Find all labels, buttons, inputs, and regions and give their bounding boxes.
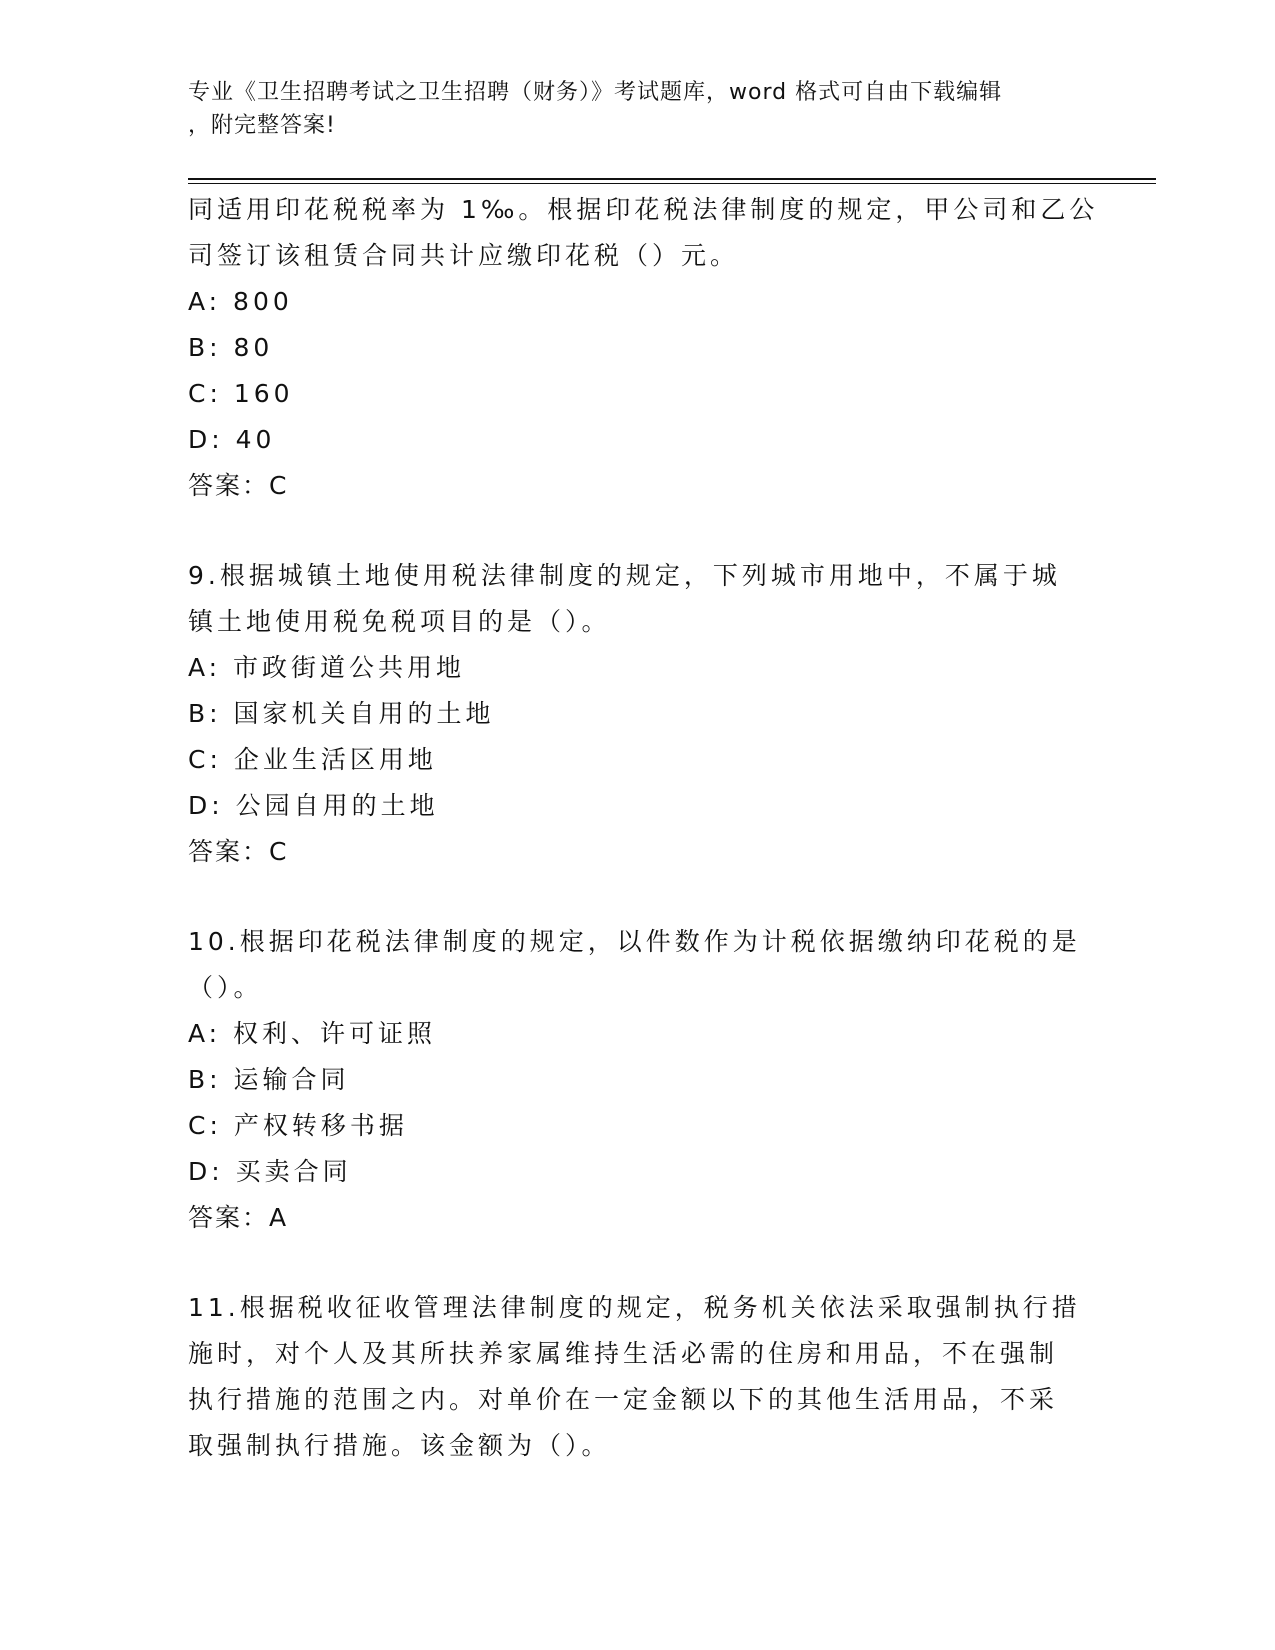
spacer [188,1241,1088,1285]
option-b: B: 80 [188,333,274,362]
option-c: C: 160 [188,379,294,408]
option-d: D: 买卖合同 [188,1157,352,1186]
option-d: D: 40 [188,425,276,454]
spacer [188,875,1088,919]
option-a: A: 市政街道公共用地 [188,653,466,682]
option-a: A: 权利、许可证照 [188,1019,437,1048]
option-b: B: 国家机关自用的土地 [188,699,495,728]
option-c: C: 企业生活区用地 [188,745,437,774]
option-d: D: 公园自用的土地 [188,791,439,820]
answer-line: 答案：C [188,837,289,866]
question-text-line: 执行措施的范围之内。对单价在一定金额以下的其他生活用品，不采 [188,1385,1059,1414]
header-line-2: ，附完整答案! [188,113,336,138]
question-text-line: 取强制执行措施。该金额为（）。 [188,1431,611,1460]
option-a: A: 800 [188,287,293,316]
question-list [188,187,1099,1469]
question-text-line: 10.根据印花税法律制度的规定，以件数作为计税依据缴纳印花税的是 [188,927,1081,956]
page-header [188,76,1088,142]
question-text-line: 施时，对个人及其所扶养家属维持生活必需的住房和用品，不在强制 [188,1339,1059,1368]
header-divider-thick [188,178,1156,180]
spacer [188,509,1088,553]
header-divider-thin [188,183,1156,184]
question-text-line: （）。 [188,973,263,1002]
header-line-1: 专业《卫生招聘考试之卫生招聘（财务）》考试题库，word 格式可自由下载编辑 [188,80,1003,105]
answer-line: 答案：A [188,1203,289,1232]
question-9 [188,553,1088,875]
option-b: B: 运输合同 [188,1065,350,1094]
question-8 [188,187,1099,509]
question-text-line: 同适用印花税税率为 1‰。根据印花税法律制度的规定，甲公司和乙公 [188,195,1099,224]
question-10 [188,919,1088,1241]
question-text-line: 11.根据税收征收管理法律制度的规定，税务机关依法采取强制执行措 [188,1293,1081,1322]
question-text-line: 镇土地使用税免税项目的是（）。 [188,607,611,636]
question-text-line: 9.根据城镇土地使用税法律制度的规定，下列城市用地中，不属于城 [188,561,1061,590]
question-text [188,1285,1088,1469]
answer-line: 答案：C [188,471,289,500]
question-text [188,187,1099,279]
question-11 [188,1285,1088,1469]
question-text-line: 司签订该租赁合同共计应缴印花税（）元。 [188,241,740,270]
question-text [188,553,1088,645]
option-c: C: 产权转移书据 [188,1111,408,1140]
question-text [188,919,1088,1011]
